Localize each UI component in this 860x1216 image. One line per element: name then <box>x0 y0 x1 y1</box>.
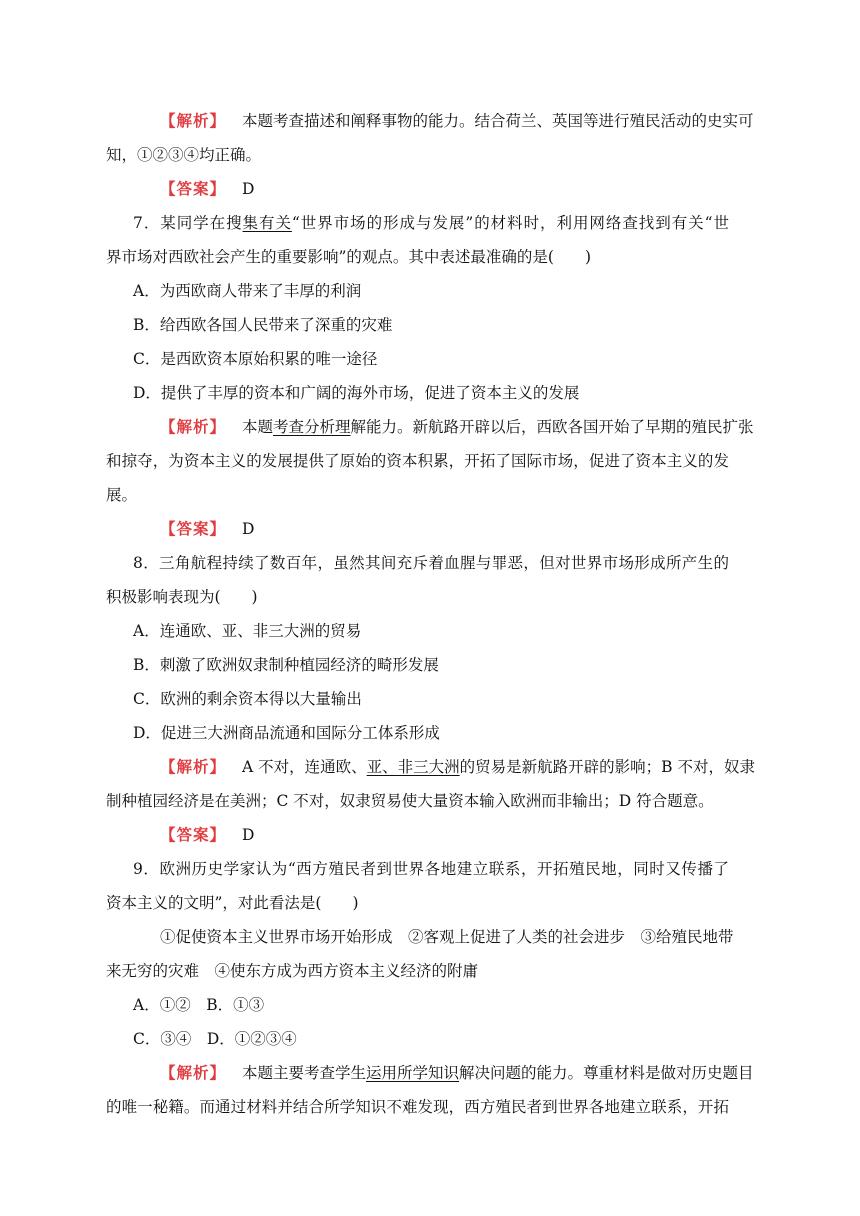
q9-items-line-2: 来无穷的灾难 ④使东方成为西方资本主义经济的附庸 <box>106 962 479 980</box>
q7-analysis-underlined: 考查分析理 <box>273 418 351 436</box>
q9-analysis-part: 本题主要考查学生 <box>242 1064 367 1082</box>
q8-analysis-part: 的贸易是新航路开辟的影响；B 不对，奴隶 <box>459 758 755 776</box>
q7-option-c: C．是西欧资本原始积累的唯一途径 <box>133 350 378 368</box>
q7-analysis-part: 解能力。新航路开辟以后，西欧各国开始了早期的殖民扩张 <box>350 418 754 436</box>
analysis-tag: 【解析】 <box>160 757 227 776</box>
q9-stem-line-1: 9．欧洲历史学家认为“西方殖民者到世界各地建立联系，开拓殖民地，同时又传播了 <box>133 860 729 878</box>
q8-stem-line-1: 8．三角航程持续了数百年，虽然其间充斥着血腥与罪恶，但对世界市场形成所产生的 <box>133 554 729 572</box>
q8-analysis-line-2: 制种植园经济是在美洲；C 不对，奴隶贸易使大量资本输入欧洲而非输出；D 符合题意。 <box>106 792 714 810</box>
q9-items-line-1: ①促使资本主义世界市场开始形成 ②客观上促进了人类的社会进步 ③给殖民地带 <box>160 928 734 946</box>
q9-options-ab: A．①② B．①③ <box>133 996 265 1014</box>
q8-option-a: A．连通欧、亚、非三大洲的贸易 <box>133 622 362 640</box>
q9-stem-line-2: 资本主义的文明”，对此看法是( ) <box>106 894 359 912</box>
q7-stem-line-1 <box>0 213 729 233</box>
q7-stem-line-2: 界市场对西欧社会产生的重要影响”的观点。其中表述最准确的是( ) <box>106 248 592 266</box>
q6-answer <box>0 179 860 199</box>
q9-options-cd: C．③④ D．①②③④ <box>133 1030 297 1048</box>
q7-analysis-line-3: 展。 <box>106 486 138 504</box>
q7-option-d: D．提供了丰厚的资本和广阔的海外市场，促进了资本主义的发展 <box>133 384 580 402</box>
answer-tag: 【答案】 <box>160 519 227 538</box>
q9-analysis-underlined: 运用所学知识 <box>366 1064 460 1082</box>
q8-analysis-underlined: 亚、非三大洲 <box>366 758 460 776</box>
q7-analysis-line-1 <box>0 417 754 437</box>
analysis-tag: 【解析】 <box>160 417 227 436</box>
q7-option-b: B．给西欧各国人民带来了深重的灾难 <box>133 316 393 334</box>
q8-analysis-line-1 <box>0 757 755 777</box>
answer-value: D <box>242 520 255 538</box>
q8-answer <box>0 825 860 845</box>
q8-option-c: C．欧洲的剩余资本得以大量输出 <box>133 690 362 708</box>
q7-answer <box>0 519 860 539</box>
q9-analysis-line-1 <box>0 1063 754 1083</box>
q8-option-b: B．刺激了欧洲奴隶制种植园经济的畸形发展 <box>133 656 439 674</box>
q7-analysis-line-2: 和掠夺，为资本主义的发展提供了原始的资本积累，开拓了国际市场，促进了资本主义的发 <box>106 452 729 470</box>
answer-value: D <box>242 826 255 844</box>
answer-tag: 【答案】 <box>160 825 227 844</box>
analysis-tag: 【解析】 <box>160 111 227 130</box>
q7-stem-underlined: 集有关 <box>242 214 292 232</box>
q7-option-a: A．为西欧商人带来了丰厚的利润 <box>133 282 362 300</box>
q8-analysis-part: A 不对，连通欧、 <box>242 758 367 776</box>
analysis-text: 本题考查描述和阐释事物的能力。结合荷兰、英国等进行殖民活动的史实可 <box>242 112 754 130</box>
q7-stem-part: “世界市场的形成与发展”的材料时，利用网络查找到有关“世 <box>291 214 729 232</box>
q6-analysis-line-2: 知，①②③④均正确。 <box>106 146 262 164</box>
q7-analysis-part: 本题 <box>242 418 274 436</box>
analysis-tag: 【解析】 <box>160 1063 227 1082</box>
q9-analysis-part: 解决问题的能力。尊重材料是做对历史题目 <box>459 1064 754 1082</box>
q7-stem-part: 7．某同学在搜 <box>133 214 243 232</box>
q9-analysis-line-2: 的唯一秘籍。而通过材料并结合所学知识不难发现，西方殖民者到世界各地建立联系，开拓 <box>106 1098 729 1116</box>
q8-stem-line-2: 积极影响表现为( ) <box>106 588 258 606</box>
answer-value: D <box>242 180 255 198</box>
q6-analysis-line-1 <box>0 111 754 131</box>
answer-tag: 【答案】 <box>160 179 227 198</box>
q8-option-d: D．促进三大洲商品流通和国际分工体系形成 <box>133 724 440 742</box>
